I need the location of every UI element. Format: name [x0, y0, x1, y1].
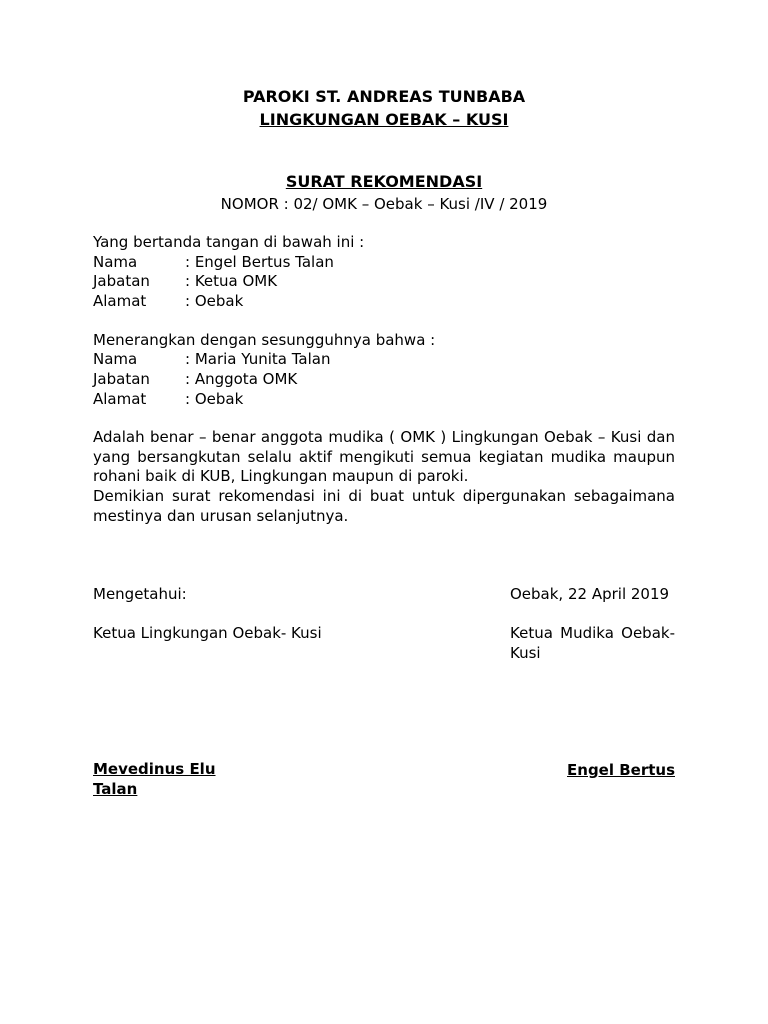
subject-name-value: : Maria Yunita Talan: [185, 350, 331, 368]
subject-intro: Menerangkan dengan sesungguhnya bahwa :: [93, 331, 436, 349]
sig-left-name: Mevedinus Elu Talan: [93, 760, 216, 798]
sig-left-heading: Mengetahui:: [93, 585, 187, 603]
subject-address-label: Alamat: [93, 390, 147, 408]
lingkungan-name: LINGKUNGAN OEBAK – KUSI: [259, 110, 509, 129]
subject-name-label: Nama: [93, 350, 138, 368]
sig-right-place-date: Oebak, 22 April 2019: [510, 585, 670, 603]
sig-right-title: Ketua Mudika Oebak-Kusi: [510, 624, 675, 662]
signer-address-value: : Oebak: [185, 292, 244, 310]
signer-name-label: Nama: [93, 253, 138, 271]
body-paragraph-1: Adalah benar – benar anggota mudika ( OMK ) Lingkungan Oebak – Kusi dan yang bersangkutan selalu aktif mengikuti semua kegiatan mudika maupun rohani baik di KUB, Lingkungan maupun di paroki.: [93, 428, 675, 486]
signer-address-label: Alamat: [93, 292, 147, 310]
sig-right-name: Engel Bertus: [567, 761, 675, 779]
signer-intro: Yang bertanda tangan di bawah ini :: [93, 233, 365, 251]
signer-position-value: : Ketua OMK: [185, 272, 278, 290]
subject-position-label: Jabatan: [93, 370, 150, 388]
parish-name: PAROKI ST. ANDREAS TUNBABA: [242, 87, 526, 106]
letter-number: NOMOR : 02/ OMK – Oebak – Kusi /IV / 2019: [220, 195, 548, 213]
subject-address-value: : Oebak: [185, 390, 244, 408]
subject-position-value: : Anggota OMK: [185, 370, 298, 388]
letter-title: SURAT REKOMENDASI: [285, 172, 483, 191]
sig-left-title: Ketua Lingkungan Oebak- Kusi: [93, 624, 322, 642]
signer-name-value: : Engel Bertus Talan: [185, 253, 334, 271]
signer-position-label: Jabatan: [93, 272, 150, 290]
body-paragraph-2: Demikian surat rekomendasi ini di buat untuk dipergunakan sebagaimana mestinya dan urusan selanjutnya.: [93, 487, 675, 525]
